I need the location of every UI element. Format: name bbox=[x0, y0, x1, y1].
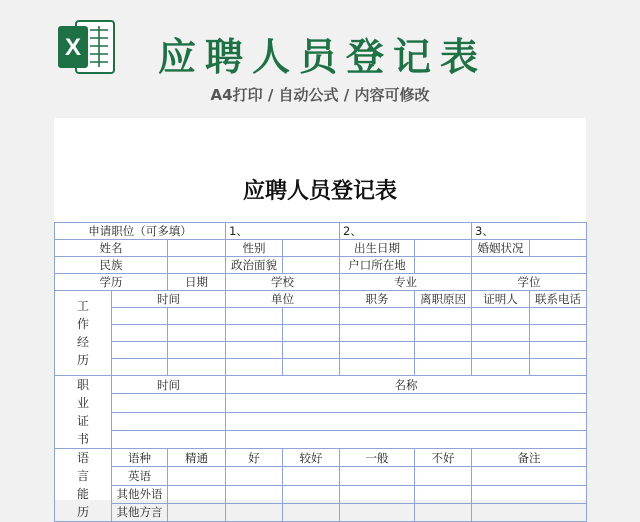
political-status-cell[interactable] bbox=[283, 257, 340, 274]
marital-status-label: 婚姻状况 bbox=[472, 240, 530, 257]
school-label: 学校 bbox=[226, 274, 340, 291]
banner-subtitle: A4打印 / 自动公式 / 内容可修改 bbox=[210, 86, 430, 104]
work-title-header: 职务 bbox=[340, 291, 415, 308]
work-experience-side-label: 工 作 经 历 bbox=[55, 291, 112, 376]
work-company-header: 单位 bbox=[226, 291, 340, 308]
lang-row-label: 英语 bbox=[112, 467, 168, 485]
excel-icon bbox=[56, 19, 116, 75]
work-reference-header: 证明人 bbox=[472, 291, 530, 308]
cert-row bbox=[55, 394, 587, 412]
ethnic-cell[interactable] bbox=[168, 257, 226, 274]
lang-good-header: 好 bbox=[226, 449, 283, 467]
photo-cell[interactable] bbox=[472, 257, 587, 274]
ethnic-label: 民族 bbox=[55, 257, 168, 274]
lang-row-label: 其他外语 bbox=[112, 485, 168, 503]
applied-position-label: 申请职位（可多填） bbox=[55, 223, 226, 240]
work-row bbox=[55, 359, 587, 376]
lang-note-header: 备注 bbox=[472, 449, 587, 467]
cert-name-header: 名称 bbox=[226, 376, 587, 394]
language-side-label: 语 言 能 历 bbox=[55, 449, 112, 522]
lang-row bbox=[55, 467, 587, 485]
lang-row bbox=[55, 503, 587, 521]
marital-status-cell[interactable] bbox=[530, 240, 587, 257]
form-sheet bbox=[54, 118, 586, 520]
work-time-header: 时间 bbox=[112, 291, 226, 308]
birthdate-label: 出生日期 bbox=[340, 240, 415, 257]
name-label: 姓名 bbox=[55, 240, 168, 257]
cert-row bbox=[55, 430, 587, 448]
hukou-cell[interactable] bbox=[415, 257, 472, 274]
work-row bbox=[55, 342, 587, 359]
form-title: 应聘人员登记表 bbox=[242, 179, 397, 204]
lang-fairly-good-header: 较好 bbox=[283, 449, 340, 467]
degree-label: 学位 bbox=[472, 274, 587, 291]
certificate-side-label: 职 业 证 书 bbox=[55, 376, 112, 449]
lang-average-header: 一般 bbox=[340, 449, 415, 467]
name-cell[interactable] bbox=[168, 240, 226, 257]
banner bbox=[0, 0, 640, 118]
position-choice-2[interactable]: 2、 bbox=[340, 223, 472, 240]
row-education bbox=[55, 274, 587, 291]
work-phone-header: 联系电话 bbox=[530, 291, 587, 308]
work-row bbox=[55, 325, 587, 342]
cert-header-row bbox=[55, 376, 587, 394]
lang-header-row bbox=[55, 449, 587, 467]
position-choice-3[interactable]: 3、 bbox=[472, 223, 587, 240]
gender-cell[interactable] bbox=[283, 240, 340, 257]
cert-time-header: 时间 bbox=[112, 376, 226, 394]
row-applied-position bbox=[55, 223, 587, 240]
lang-fluent-header: 精通 bbox=[168, 449, 226, 467]
cert-row bbox=[55, 412, 587, 430]
position-choice-1[interactable]: 1、 bbox=[226, 223, 340, 240]
edu-date-label: 日期 bbox=[168, 274, 226, 291]
lang-row bbox=[55, 485, 587, 503]
banner-title: 应聘人员登记表 bbox=[158, 35, 488, 79]
work-header-row bbox=[55, 291, 587, 308]
work-row bbox=[55, 308, 587, 325]
row-name bbox=[55, 240, 587, 257]
lang-poor-header: 不好 bbox=[415, 449, 472, 467]
row-ethnic bbox=[55, 257, 587, 274]
major-label: 专业 bbox=[340, 274, 472, 291]
lang-row-label: 其他方言 bbox=[112, 503, 168, 521]
education-label: 学历 bbox=[55, 274, 168, 291]
work-leave-reason-header: 离职原因 bbox=[415, 291, 472, 308]
excel-logo-letter: X bbox=[64, 34, 82, 61]
gender-label: 性别 bbox=[226, 240, 283, 257]
birthdate-cell[interactable] bbox=[415, 240, 472, 257]
lang-type-header: 语种 bbox=[112, 449, 168, 467]
form-table bbox=[54, 222, 586, 522]
political-status-label: 政治面貌 bbox=[226, 257, 283, 274]
hukou-label: 户口所在地 bbox=[340, 257, 415, 274]
